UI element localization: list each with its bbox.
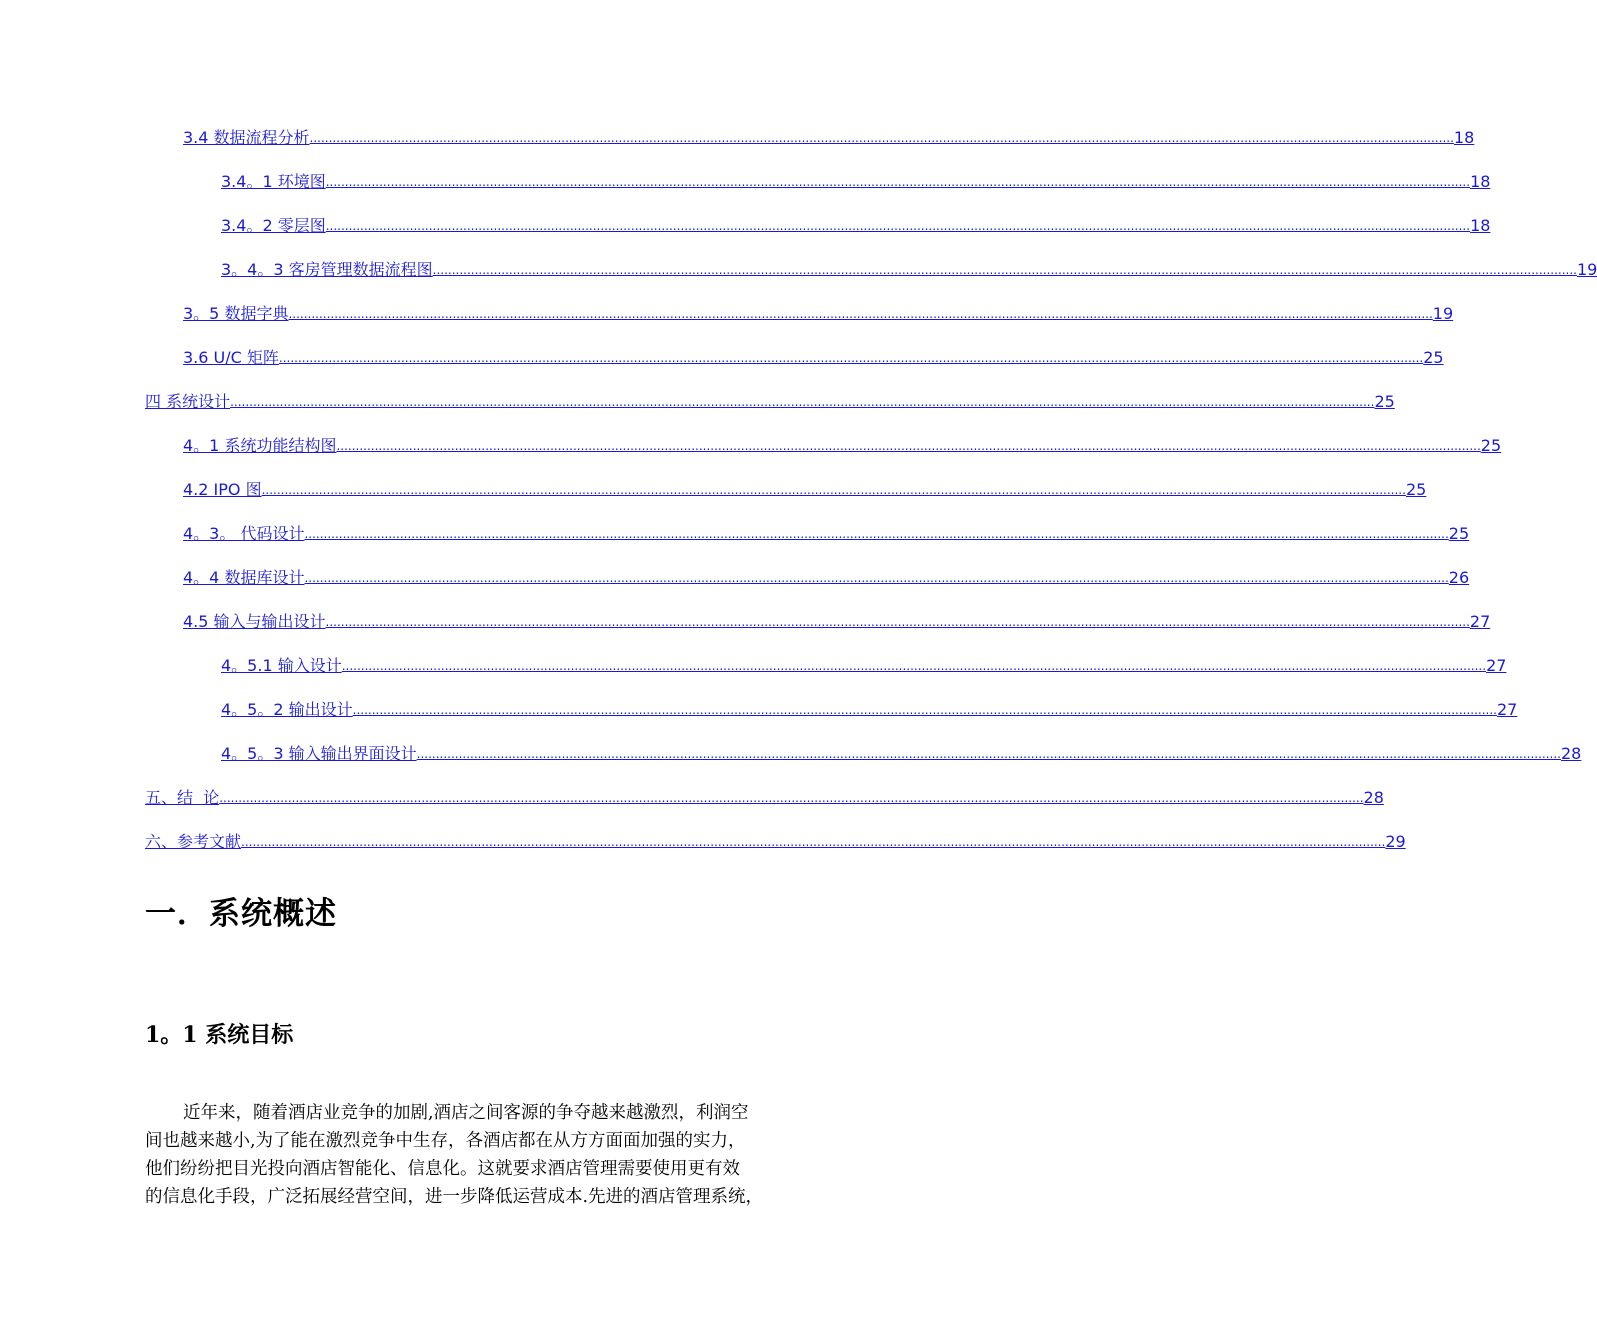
- paragraph-line: 间也越来越小,为了能在激烈竞争中生存，各酒店都在从方方面面加强的实力，: [145, 1131, 746, 1151]
- toc-entry[interactable]: [183, 300, 1454, 324]
- toc-leader-dots: ............................................................................................................................................................................................................................................................................................................: [325, 615, 1470, 629]
- toc-leader-dots: ............................................................................................................................................................................................................................................................................................................: [278, 351, 1424, 365]
- toc-entry[interactable]: [145, 828, 1406, 852]
- toc-entry-label: 3。4。3 客房管理数据流程图: [221, 260, 433, 279]
- toc-entry-page: 29: [1385, 832, 1406, 851]
- paragraph-line: 近年来，随着酒店业竞争的加剧,酒店之间客源的争夺越来越激烈，利润空: [183, 1103, 749, 1123]
- toc-entry[interactable]: [221, 212, 1491, 236]
- body-paragraph: [145, 1099, 820, 1211]
- toc-leader-dots: ............................................................................................................................................................................................................................................................................................................: [304, 527, 1449, 541]
- toc-entry-page: 26: [1448, 568, 1470, 587]
- toc-entry-page: 19: [1576, 260, 1597, 279]
- toc-leader-dots: ............................................................................................................................................................................................................................................................................................................: [219, 791, 1364, 805]
- toc-entry-page: 25: [1405, 480, 1427, 499]
- toc-entry-label: 五、结 论: [145, 788, 220, 807]
- toc-entry[interactable]: [145, 388, 1395, 412]
- toc-entry-label: 3.4。1 环境图: [221, 172, 326, 191]
- toc-leader-dots: ............................................................................................................................................................................................................................................................................................................: [341, 659, 1487, 673]
- paragraph-line: 他们纷纷把目光投向酒店智能化、信息化。这就要求酒店管理需要使用更有效: [145, 1159, 740, 1179]
- toc-entry-label: 3。5 数据字典: [183, 304, 289, 323]
- toc-entry-label: 4.2 IPO 图: [183, 480, 262, 499]
- toc-entry-page: 25: [1448, 524, 1470, 543]
- toc-entry[interactable]: [221, 740, 1582, 764]
- toc-entry[interactable]: [145, 784, 1384, 808]
- toc-entry[interactable]: [221, 168, 1491, 192]
- toc-leader-dots: ............................................................................................................................................................................................................................................................................................................: [230, 395, 1375, 409]
- toc-entry-page: 25: [1480, 436, 1502, 455]
- toc-entry[interactable]: [221, 652, 1507, 676]
- toc-entry-label: 3.6 U/C 矩阵: [183, 348, 279, 367]
- toc-entry[interactable]: [183, 520, 1470, 544]
- toc-leader-dots: ............................................................................................................................................................................................................................................................................................................: [304, 571, 1449, 585]
- toc-entry[interactable]: [183, 608, 1491, 632]
- toc-entry-page: 25: [1374, 392, 1395, 411]
- toc-entry[interactable]: [221, 696, 1518, 720]
- toc-entry-label: 4.5 输入与输出设计: [183, 612, 326, 631]
- toc-entry[interactable]: [183, 476, 1427, 500]
- toc-entry-label: 3.4。2 零层图: [221, 216, 326, 235]
- toc-entry-page: 18: [1470, 172, 1491, 191]
- toc-entry-label: 4。5.1 输入设计: [221, 656, 342, 675]
- section-heading: 1。1 系统目标: [145, 1022, 294, 1048]
- paragraph-line: 的信息化手段，广泛拓展经营空间，进一步降低运营成本.先进的酒店管理系统，: [145, 1187, 764, 1207]
- toc-entry-page: 18: [1470, 216, 1491, 235]
- toc-leader-dots: ............................................................................................................................................................................................................................................................................................................: [416, 747, 1561, 761]
- toc-entry[interactable]: [183, 432, 1502, 456]
- toc-entry-label: 3.4 数据流程分析: [183, 128, 310, 147]
- toc-leader-dots: ............................................................................................................................................................................................................................................................................................................: [432, 263, 1577, 277]
- toc-entry-page: 18: [1453, 128, 1475, 147]
- toc-entry[interactable]: [183, 124, 1475, 148]
- toc-entry-page: 27: [1496, 700, 1518, 719]
- toc-entry[interactable]: [183, 564, 1470, 588]
- toc-leader-dots: ............................................................................................................................................................................................................................................................................................................: [325, 219, 1471, 233]
- toc-leader-dots: ............................................................................................................................................................................................................................................................................................................: [241, 835, 1386, 849]
- toc-entry-label: 4。4 数据库设计: [183, 568, 305, 587]
- toc-leader-dots: ............................................................................................................................................................................................................................................................................................................: [261, 483, 1406, 497]
- toc-entry-page: 28: [1363, 788, 1384, 807]
- toc-entry-label: 4。1 系统功能结构图: [183, 436, 337, 455]
- toc-leader-dots: ............................................................................................................................................................................................................................................................................................................: [309, 131, 1454, 145]
- toc-entry-label: 4。3。 代码设计: [183, 524, 305, 543]
- toc-entry-page: 25: [1423, 348, 1444, 367]
- toc-entry-page: 19: [1432, 304, 1454, 323]
- toc-entry-label: 4。5。2 输出设计: [221, 700, 353, 719]
- chapter-heading: 一．系统概述: [145, 896, 337, 932]
- toc-entry-page: 27: [1469, 612, 1491, 631]
- toc-entry-label: 4。5。3 输入输出界面设计: [221, 744, 417, 763]
- toc-leader-dots: ............................................................................................................................................................................................................................................................................................................: [336, 439, 1481, 453]
- toc-entry-label: 六、参考文献: [145, 832, 242, 851]
- toc-leader-dots: ............................................................................................................................................................................................................................................................................................................: [352, 703, 1497, 717]
- toc-entry[interactable]: [183, 344, 1444, 368]
- toc-leader-dots: ............................................................................................................................................................................................................................................................................................................: [288, 307, 1433, 321]
- toc-entry-page: 27: [1486, 656, 1507, 675]
- toc-entry[interactable]: [221, 256, 1597, 280]
- toc-entry-page: 28: [1560, 744, 1582, 763]
- toc-entry-label: 四 系统设计: [145, 392, 231, 411]
- toc-leader-dots: ............................................................................................................................................................................................................................................................................................................: [325, 175, 1471, 189]
